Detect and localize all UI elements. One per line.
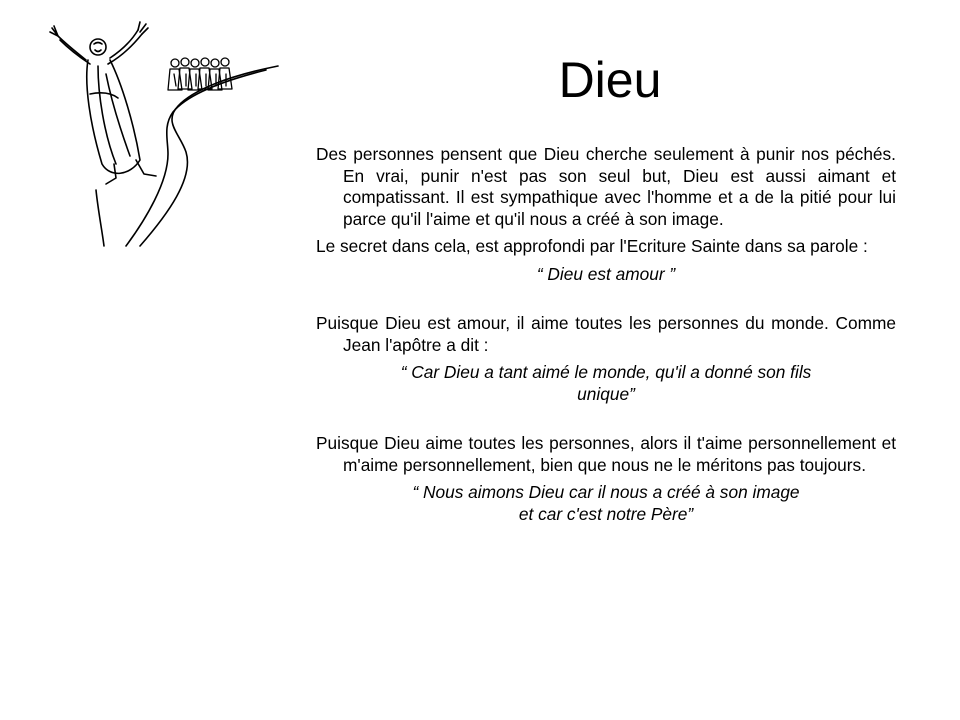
paragraph-1: Des personnes pensent que Dieu cherche seulement à punir nos péchés. En vrai, punir n'est pas son seul but, Dieu est aussi aimant et compatissant. Il est sympathique avec l'homme et a de la pitié pour lui parce qu'il l'aime et qu'il nous a créé à son image. bbox=[316, 144, 896, 229]
spacer bbox=[316, 291, 896, 313]
paragraph-2: Le secret dans cela, est approfondi par l'Ecriture Sainte dans sa parole : bbox=[316, 236, 868, 256]
figure-arms-raised-leading-crowd-on-path-icon bbox=[18, 14, 280, 250]
quote-nous-aimons-line-2: et car c'est notre Père” bbox=[518, 503, 694, 524]
quote-jean-line-2: unique” bbox=[577, 383, 635, 404]
slide-title: Dieu bbox=[558, 52, 662, 108]
quote-nous-aimons-line-1: “ Nous aimons Dieu car il nous a créé à son image bbox=[412, 482, 800, 502]
quote-dieu-est-amour: “ Dieu est amour ” bbox=[536, 263, 676, 284]
spacer bbox=[316, 411, 896, 433]
paragraph-3: Puisque Dieu est amour, il aime toutes les personnes du monde. Comme Jean l'apôtre a dit : bbox=[316, 313, 896, 355]
paragraph-4: Puisque Dieu aime toutes les personnes, alors il t'aime personnellement et m'aime personnellement, bien que nous ne le méritons pas toujours. bbox=[316, 433, 896, 475]
slide-body bbox=[316, 144, 896, 531]
quote-jean-line-1: “ Car Dieu a tant aimé le monde, qu'il a donné son fils bbox=[400, 362, 812, 382]
